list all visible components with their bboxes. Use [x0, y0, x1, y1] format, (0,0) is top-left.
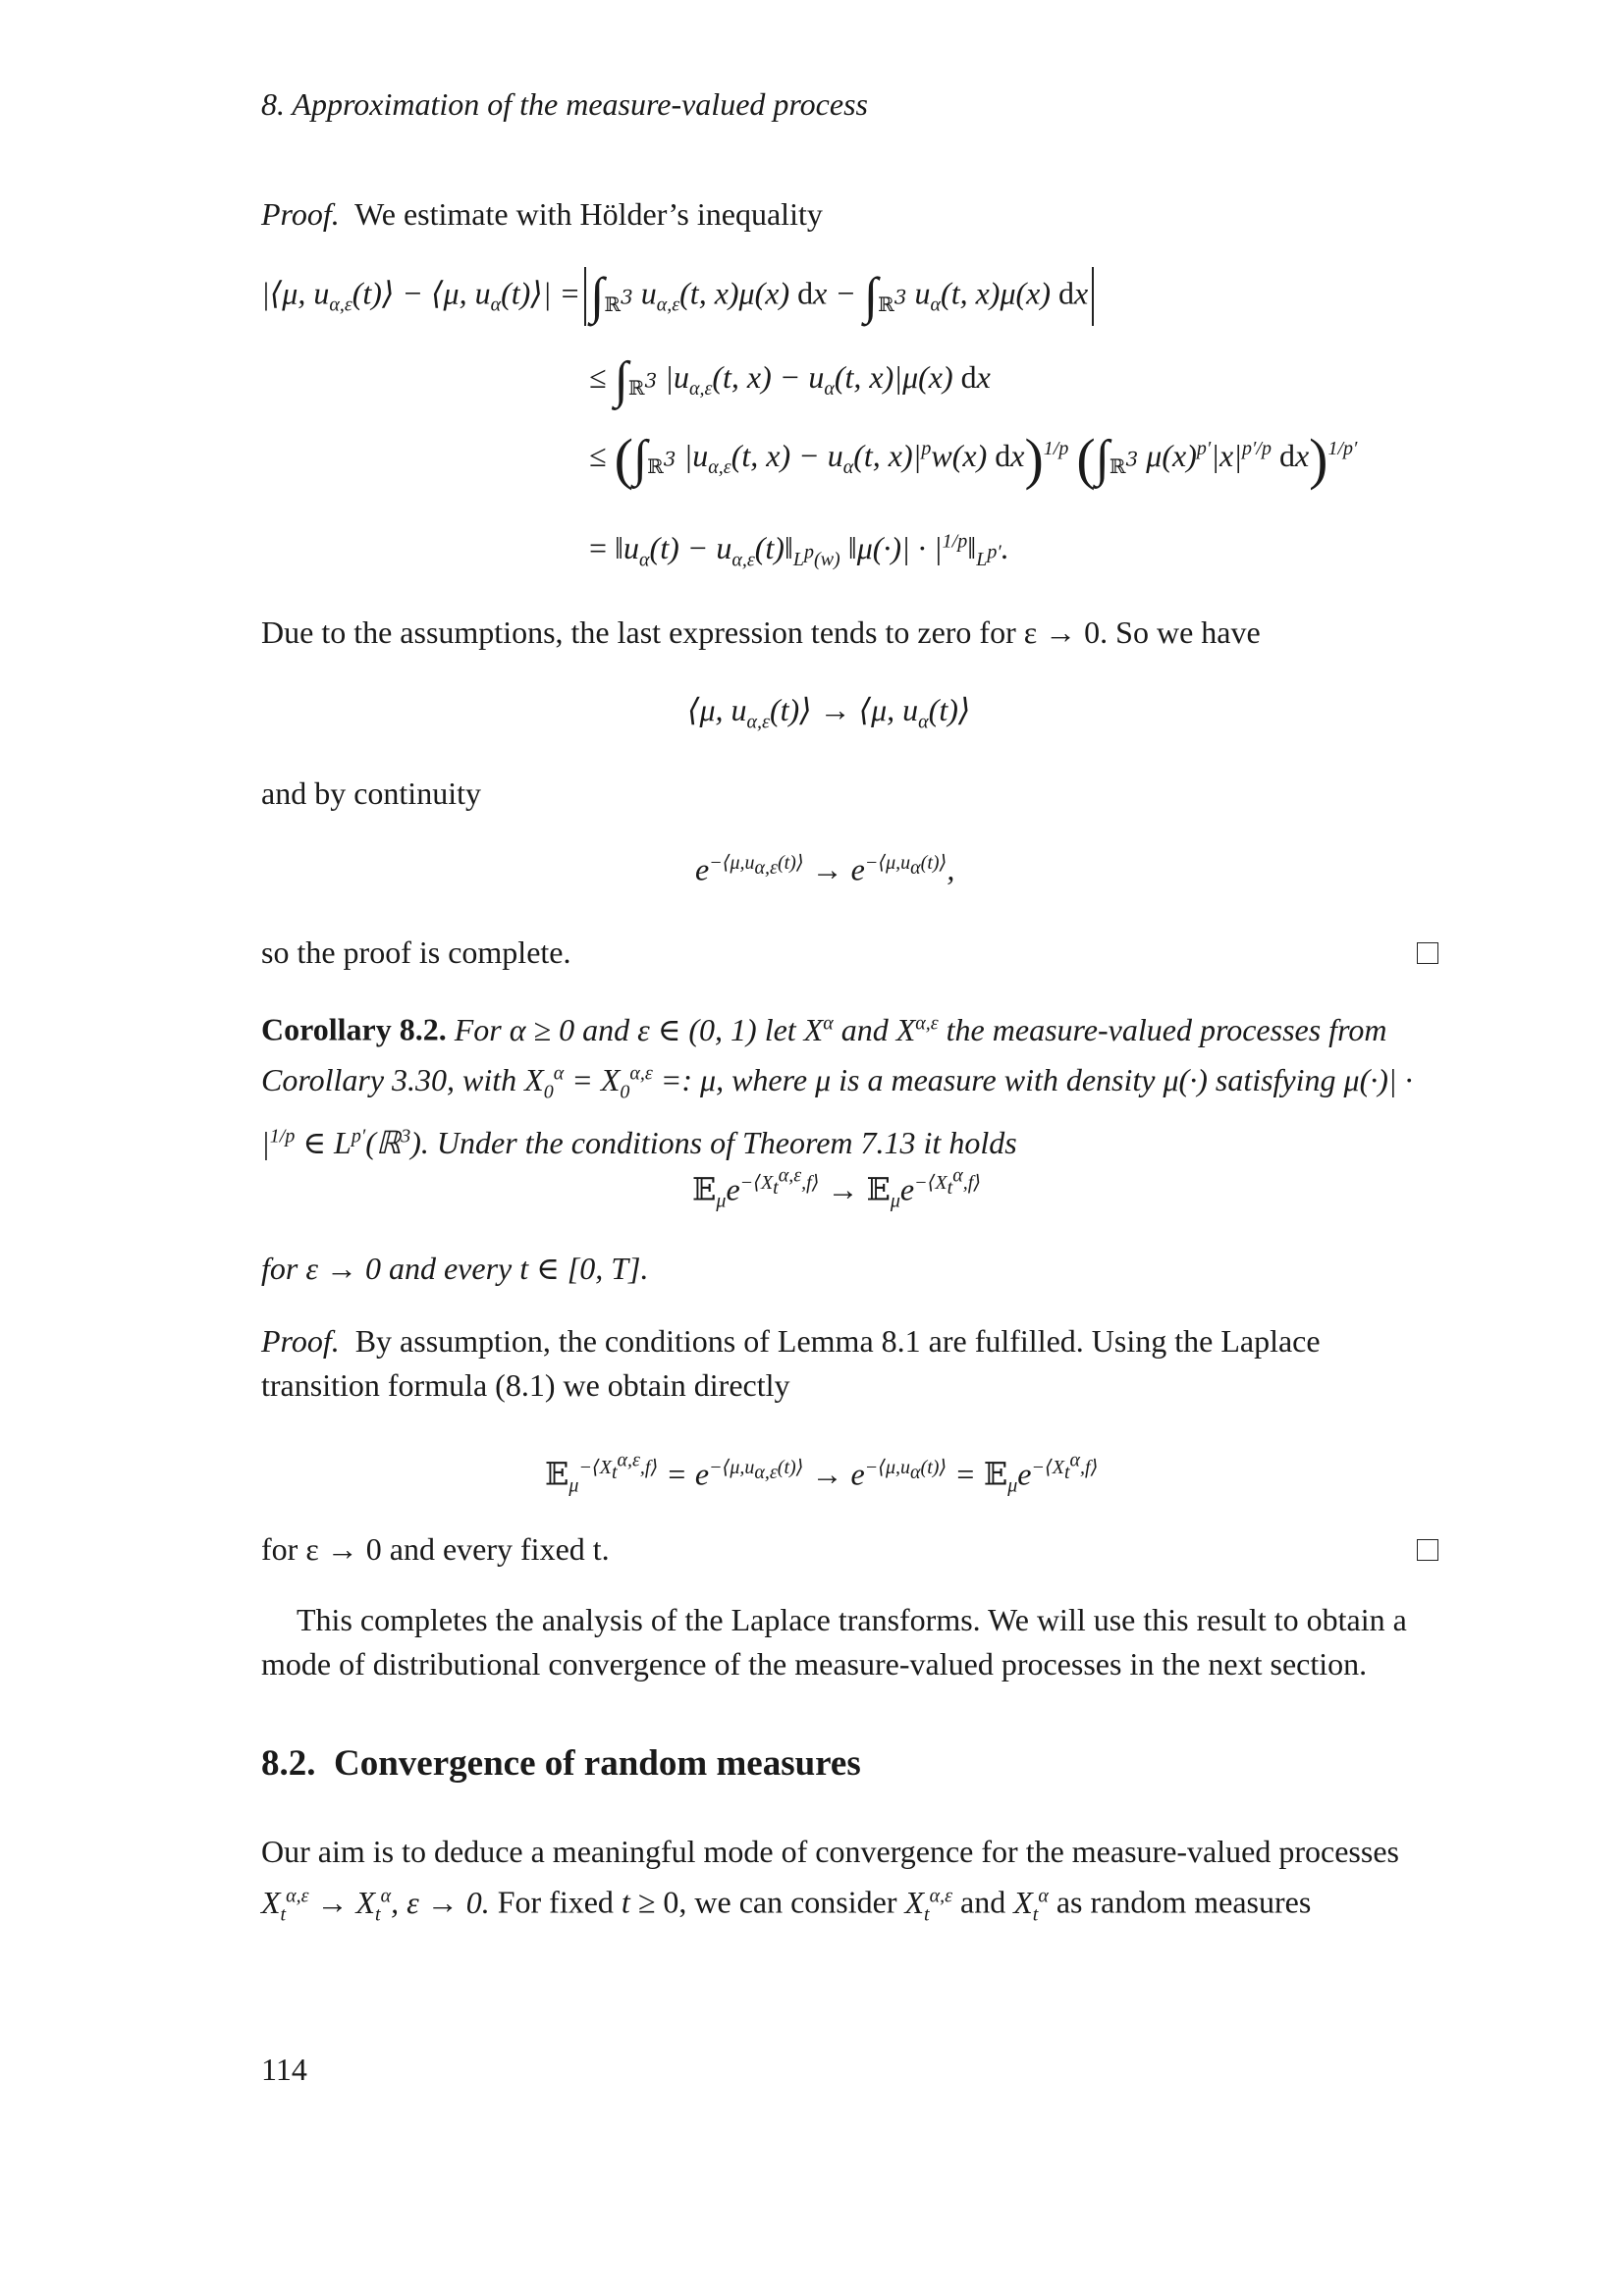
proof2-label: Proof.	[261, 1323, 340, 1359]
continuity-text: and by continuity	[261, 775, 481, 811]
section-title: Convergence of random measures	[334, 1743, 861, 1784]
corollary-text: For α ≥ 0 and ε ∈ (0, 1) let $X^\alpha$ and $X^{\alpha,\varepsilon}$ the measure-valued processes from Corollary 3.30, with $X_0^\alpha = X_0^{\alpha,\varepsilon}$ =: μ, where μ is a measure with density μ(·) satisfying $\mu(\cdot)| \cdot |^{1/p}$ ∈ $L^{p'}(ℝ^3)$. Under the conditions of Theorem 7.13 it holds	[261, 1011, 1413, 1161]
corollary-after: for ε → 0 and every t ∈ [0, T].	[261, 1251, 649, 1286]
page-number: 114	[261, 2052, 307, 2087]
qed-symbol	[1417, 942, 1438, 964]
equation-line-3: ≤ ($\int_{ℝ^3}$ $|u_{\alpha,\varepsilon}(t$, $x) - u_\alpha(t$, $x)|^pw(x)$ dx)$^{1/p}$ ($\int_{ℝ^3}$ $\mu(x)^{p'}|x|^{p'/p}$ dx)$^{1/p'}$	[589, 427, 1358, 491]
section-text-line1: Our aim is to deduce a meaningful mode of convergence for the measure-valued processes	[261, 1834, 1399, 1869]
equation-corollary: $𝔼_\mu e^{-⟨X_t^{\alpha,\varepsilon},f⟩}$ → $𝔼_\mu e^{-⟨X_t^\alpha,f⟩}$	[692, 1164, 982, 1212]
equation-exp-convergence: $e^{-⟨\mu,u_{\alpha,\varepsilon}(t)⟩} \to e^{-⟨\mu,u_\alpha(t)⟩}$,	[695, 851, 955, 887]
proof-conclusion: Due to the assumptions, the last expression tends to zero for ε → 0. So we have	[261, 614, 1261, 650]
qed-symbol-2	[1417, 1539, 1438, 1561]
equation-convergence: ⟨μ, $u_{\alpha,\varepsilon}(t)⟩$ → ⟨μ, $u_\alpha(t)⟩$	[687, 692, 971, 733]
running-header: 8. Approximation of the measure-valued process	[261, 86, 868, 122]
proof2-text: By assumption, the conditions of Lemma 8.1 are fulfilled. Using the Laplace transition formula (8.1) we obtain directly	[261, 1323, 1321, 1403]
equation-line-4: = $‖u_\alpha(t)$ − $u_{\alpha,\varepsilon}(t)‖_{L^p(w)}$ ‖μ(·)| · $|^{1/p}‖_{L^{p'}}$.	[589, 530, 1009, 571]
corollary-label: Corollary 8.2.	[261, 1011, 447, 1047]
proof-label: Proof.	[261, 196, 340, 232]
paragraph: This completes the analysis of the Laplace transforms. We will use this result to obtain a mode of distributional convergence of the measure-valued processes in the next section.	[261, 1602, 1407, 1682]
proof-intro	[261, 192, 1439, 237]
proof-closing: so the proof is complete.	[261, 934, 571, 970]
section-number: 8.2.	[261, 1743, 316, 1784]
corollary	[261, 1001, 1439, 1165]
section-heading	[261, 1741, 1439, 1786]
proof-intro-text: We estimate with Hölder’s inequality	[354, 196, 823, 232]
proof2-after: for ε → 0 and every fixed t.	[261, 1531, 610, 1567]
equation-proof2: 𝔼$_\mu^{-⟨X_t^{\alpha,\varepsilon},f⟩}$ = $e^{-⟨\mu,u_{\alpha,\varepsilon}(t)⟩} \to e^{-⟨\mu,u_\alpha(t)⟩}$ = $𝔼_\mu e^{-⟨X_t^\alpha,f⟩}$	[545, 1449, 1099, 1497]
equation-line-1: |⟨μ, $u_{\alpha,\varepsilon}(t)⟩$ − ⟨μ, $u_\alpha(t)⟩| = \int_{ℝ^3}$ $u_{\alpha,\varepsilon}(t$, x)μ(x) dx − $\int_{ℝ^3}$ $u_\alpha(t$, x)μ(x) dx	[261, 267, 1098, 326]
section-text: Our aim is to deduce a meaningful mode of convergence for the measure-valued processes $X_t^{\alpha,\varepsilon} \to X_t^\alpha$, ε → 0. For fixed t ≥ 0, we can consider $X_t^{\alpha,\varepsilon}$ and $X_t^\alpha$ as random measures	[261, 1834, 1399, 1926]
proof2	[261, 1319, 1439, 1408]
section-text-line2: $X_t^{\alpha,\varepsilon} \to X_t^\alpha$, ε → 0.	[261, 1884, 490, 1926]
equation-line-2: ≤ $\int_{ℝ^3}$ $|u_{\alpha,\varepsilon}(t$, $x) - u_\alpha(t$, x)|μ(x) dx	[589, 352, 991, 408]
